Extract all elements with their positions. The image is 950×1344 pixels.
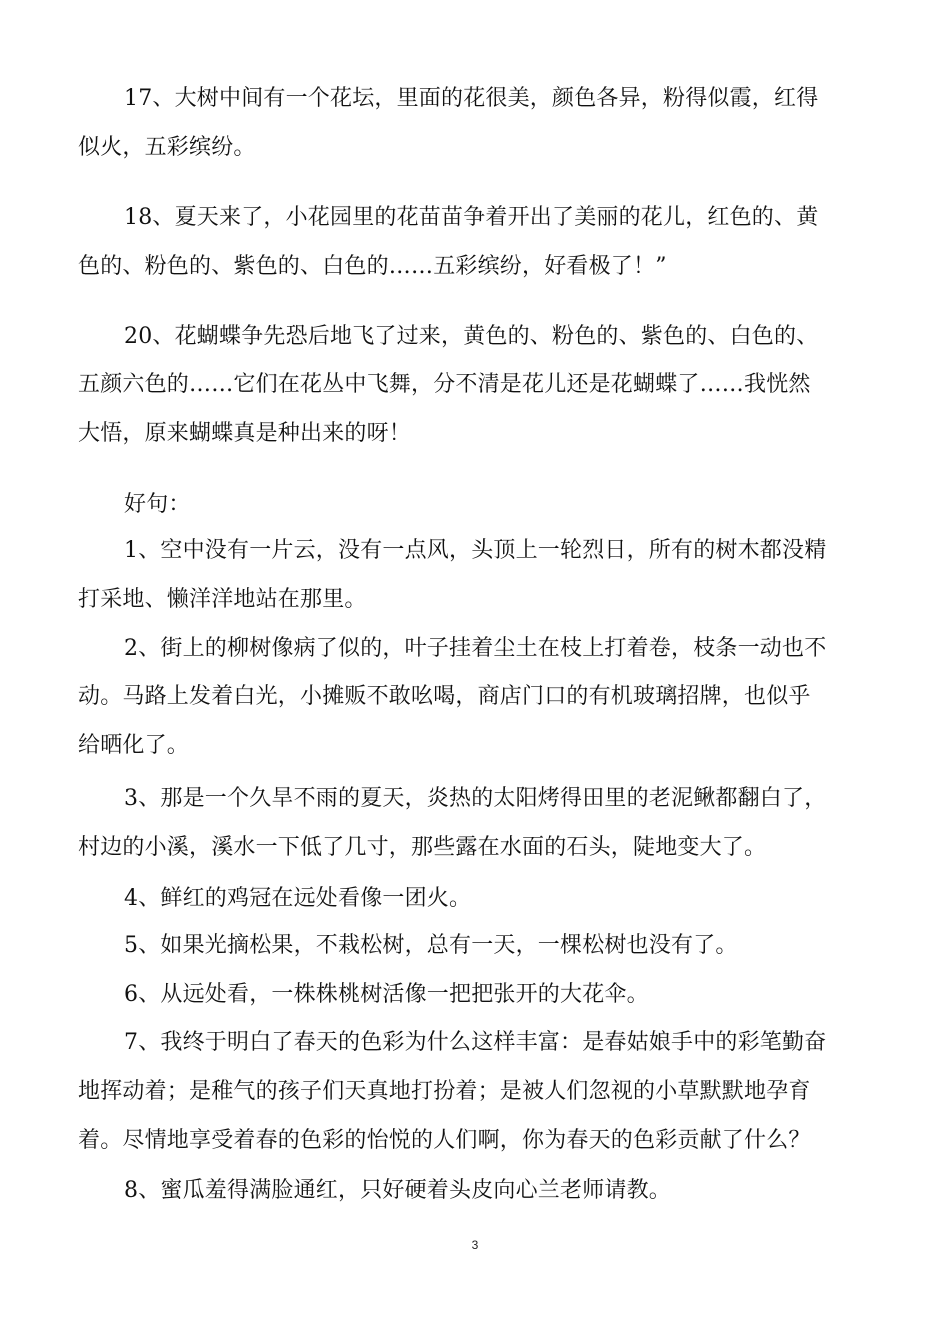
text-line: 6、从远处看，一株株桃树活像一把把张开的大花伞。	[124, 982, 649, 1007]
text-line: 2、街上的柳树像病了似的，叶子挂着尘土在枝上打着卷，枝条一动也不	[124, 636, 827, 661]
text-line: 五颜六色的……它们在花丛中飞舞，分不清是花儿还是花蝴蝶了……我恍然	[78, 372, 811, 397]
text-line: 4、鲜红的鸡冠在远处看像一团火。	[124, 886, 472, 911]
text-line: 色的、粉色的、紫色的、白色的……五彩缤纷，好看极了！”	[78, 254, 667, 279]
text-line: 打采地、懒洋洋地站在那里。	[78, 587, 367, 612]
text-line: 20、花蝴蝶争先恐后地飞了过来，黄色的、粉色的、紫色的、白色的、	[124, 324, 819, 349]
text-line: 5、如果光摘松果，不栽松树，总有一天，一棵松树也没有了。	[124, 933, 738, 958]
text-line: 地挥动着；是稚气的孩子们天真地打扮着；是被人们忽视的小草默默地孕育	[78, 1079, 811, 1104]
text-line: 动。马路上发着白光，小摊贩不敢吆喝，商店门口的有机玻璃招牌，也似乎	[78, 684, 811, 709]
text-line: 似火，五彩缤纷。	[78, 135, 256, 160]
text-line: 7、我终于明白了春天的色彩为什么这样丰富：是春姑娘手中的彩笔勤奋	[124, 1030, 827, 1055]
text-line: 大悟，原来蝴蝶真是种出来的呀！	[78, 421, 412, 446]
text-line: 村边的小溪，溪水一下低了几寸，那些露在水面的石头，陡地变大了。	[78, 835, 767, 860]
page-number: 3	[471, 1238, 479, 1252]
text-line: 17、大树中间有一个花坛，里面的花很美，颜色各异，粉得似霞，红得	[124, 86, 819, 111]
text-line: 3、那是一个久旱不雨的夏天，炎热的太阳烤得田里的老泥鳅都翻白了，	[124, 786, 827, 811]
text-line: 1、空中没有一片云，没有一点风，头顶上一轮烈日，所有的树木都没精	[124, 538, 827, 563]
text-line: 18、夏天来了，小花园里的花苗苗争着开出了美丽的花儿，红色的、黄	[124, 205, 819, 230]
text-line: 着。尽情地享受着春的色彩的怡悦的人们啊，你为春天的色彩贡献了什么？	[78, 1128, 811, 1153]
text-line: 给晒化了。	[78, 733, 190, 758]
section-heading: 好句：	[124, 492, 191, 517]
text-line: 8、蜜瓜羞得满脸通红，只好硬着头皮向心兰老师请教。	[124, 1178, 671, 1203]
